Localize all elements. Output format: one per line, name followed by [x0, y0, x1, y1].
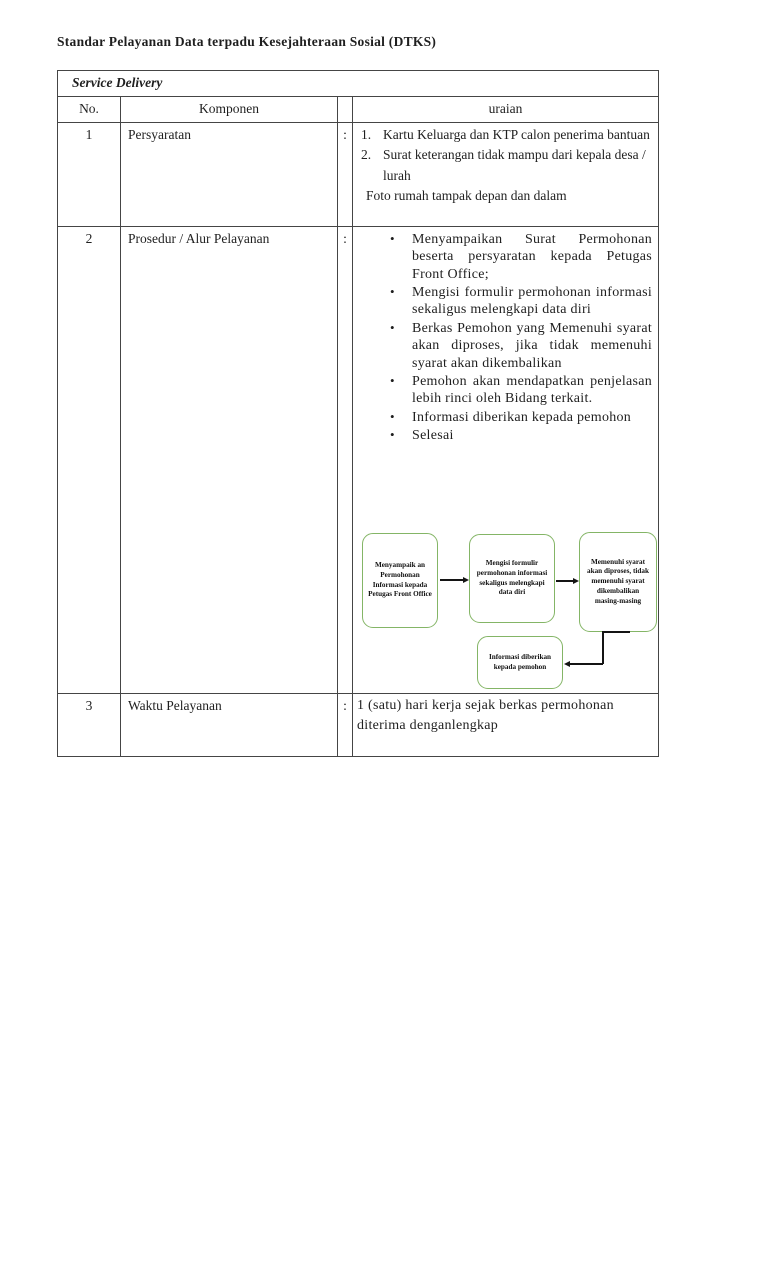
flow-arrow-line-2: [556, 580, 573, 582]
list-item: • Pemohon akan mendapatkan penjelasan lebih rinci oleh Bidang terkait.: [412, 373, 652, 408]
list-item-number: 2.: [361, 147, 372, 163]
list-item: • Mengisi formulir permohonan informasi sekaligus melengkapi data diri: [412, 284, 652, 319]
elbow-connector-horizontal-segment: [570, 663, 603, 665]
column-header-komponen: Komponen: [121, 97, 338, 123]
list-item: • Informasi diberikan kepada pemohon: [412, 409, 652, 426]
flow-arrow-line-1: [440, 579, 464, 581]
komponen-label: Persyaratan: [121, 123, 338, 227]
list-item: • Menyampaikan Surat Permohonan beserta persyaratan kepada Petugas Front Office;: [412, 231, 652, 283]
colon-separator: :: [338, 694, 353, 757]
list-item: • Selesai: [412, 427, 652, 444]
requirements-list: [357, 125, 652, 186]
flowchart-node-submit-request: Menyampaik an Permohonan Informasi kepada Petugas Front Office: [362, 533, 438, 628]
colon-separator: :: [338, 123, 353, 227]
elbow-connector-vertical-segment: [602, 631, 604, 664]
table-row-waktu: [58, 694, 659, 757]
flowchart-node-information-given: Informasi diberikan kepada pemohon: [477, 636, 563, 689]
procedure-flowchart: [357, 528, 652, 691]
uraian-cell: [353, 123, 659, 227]
arrow-left-icon: [564, 661, 570, 667]
page-title: Standar Pelayanan Data terpadu Kesejahteraan Sosial (DTKS): [57, 34, 437, 49]
table-row-persyaratan: [58, 123, 659, 227]
row-number: 3: [58, 694, 121, 757]
list-item: [361, 145, 652, 186]
column-header-spacer: [338, 97, 353, 123]
list-item-text: Surat keterangan tidak mampu dari kepala desa / lurah: [383, 147, 646, 183]
flowchart-node-fill-form: Mengisi formulir permohonan informasi sekaligus melengkapi data diri: [469, 534, 555, 623]
list-item: [361, 125, 652, 145]
column-header-uraian: uraian: [353, 97, 659, 123]
row-number: 1: [58, 123, 121, 227]
uraian-cell: [353, 227, 659, 694]
komponen-label: Prosedur / Alur Pelayanan: [121, 227, 338, 694]
column-header-row: [58, 97, 659, 123]
column-header-no: No.: [58, 97, 121, 123]
section-header-row: [58, 71, 659, 97]
section-header: Service Delivery: [58, 71, 659, 97]
row-number: 2: [58, 227, 121, 694]
list-item-text: Kartu Keluarga dan KTP calon penerima bantuan: [383, 127, 650, 142]
elbow-connector-top-segment: [602, 631, 630, 633]
requirements-note: Foto rumah tampak depan dan dalam: [366, 187, 567, 203]
service-standard-table: [57, 70, 659, 757]
table-row-prosedur: [58, 227, 659, 694]
list-item-number: 1.: [361, 127, 372, 142]
list-item: • Berkas Pemohon yang Memenuhi syarat akan diproses, jika tidak memenuhi syarat akan dikembalikan: [412, 320, 652, 372]
colon-separator: :: [338, 227, 353, 694]
uraian-cell: [353, 694, 659, 757]
procedure-bullet-list: [357, 231, 652, 527]
flowchart-node-requirements-check: Memenuhi syarat akan diproses, tidak memenuhi syarat dikembalikan masing-masing: [579, 532, 657, 632]
uraian-text: 1 (satu) hari kerja sejak berkas permohonan diterima denganlengkap: [357, 698, 614, 733]
komponen-label: Waktu Pelayanan: [121, 694, 338, 757]
